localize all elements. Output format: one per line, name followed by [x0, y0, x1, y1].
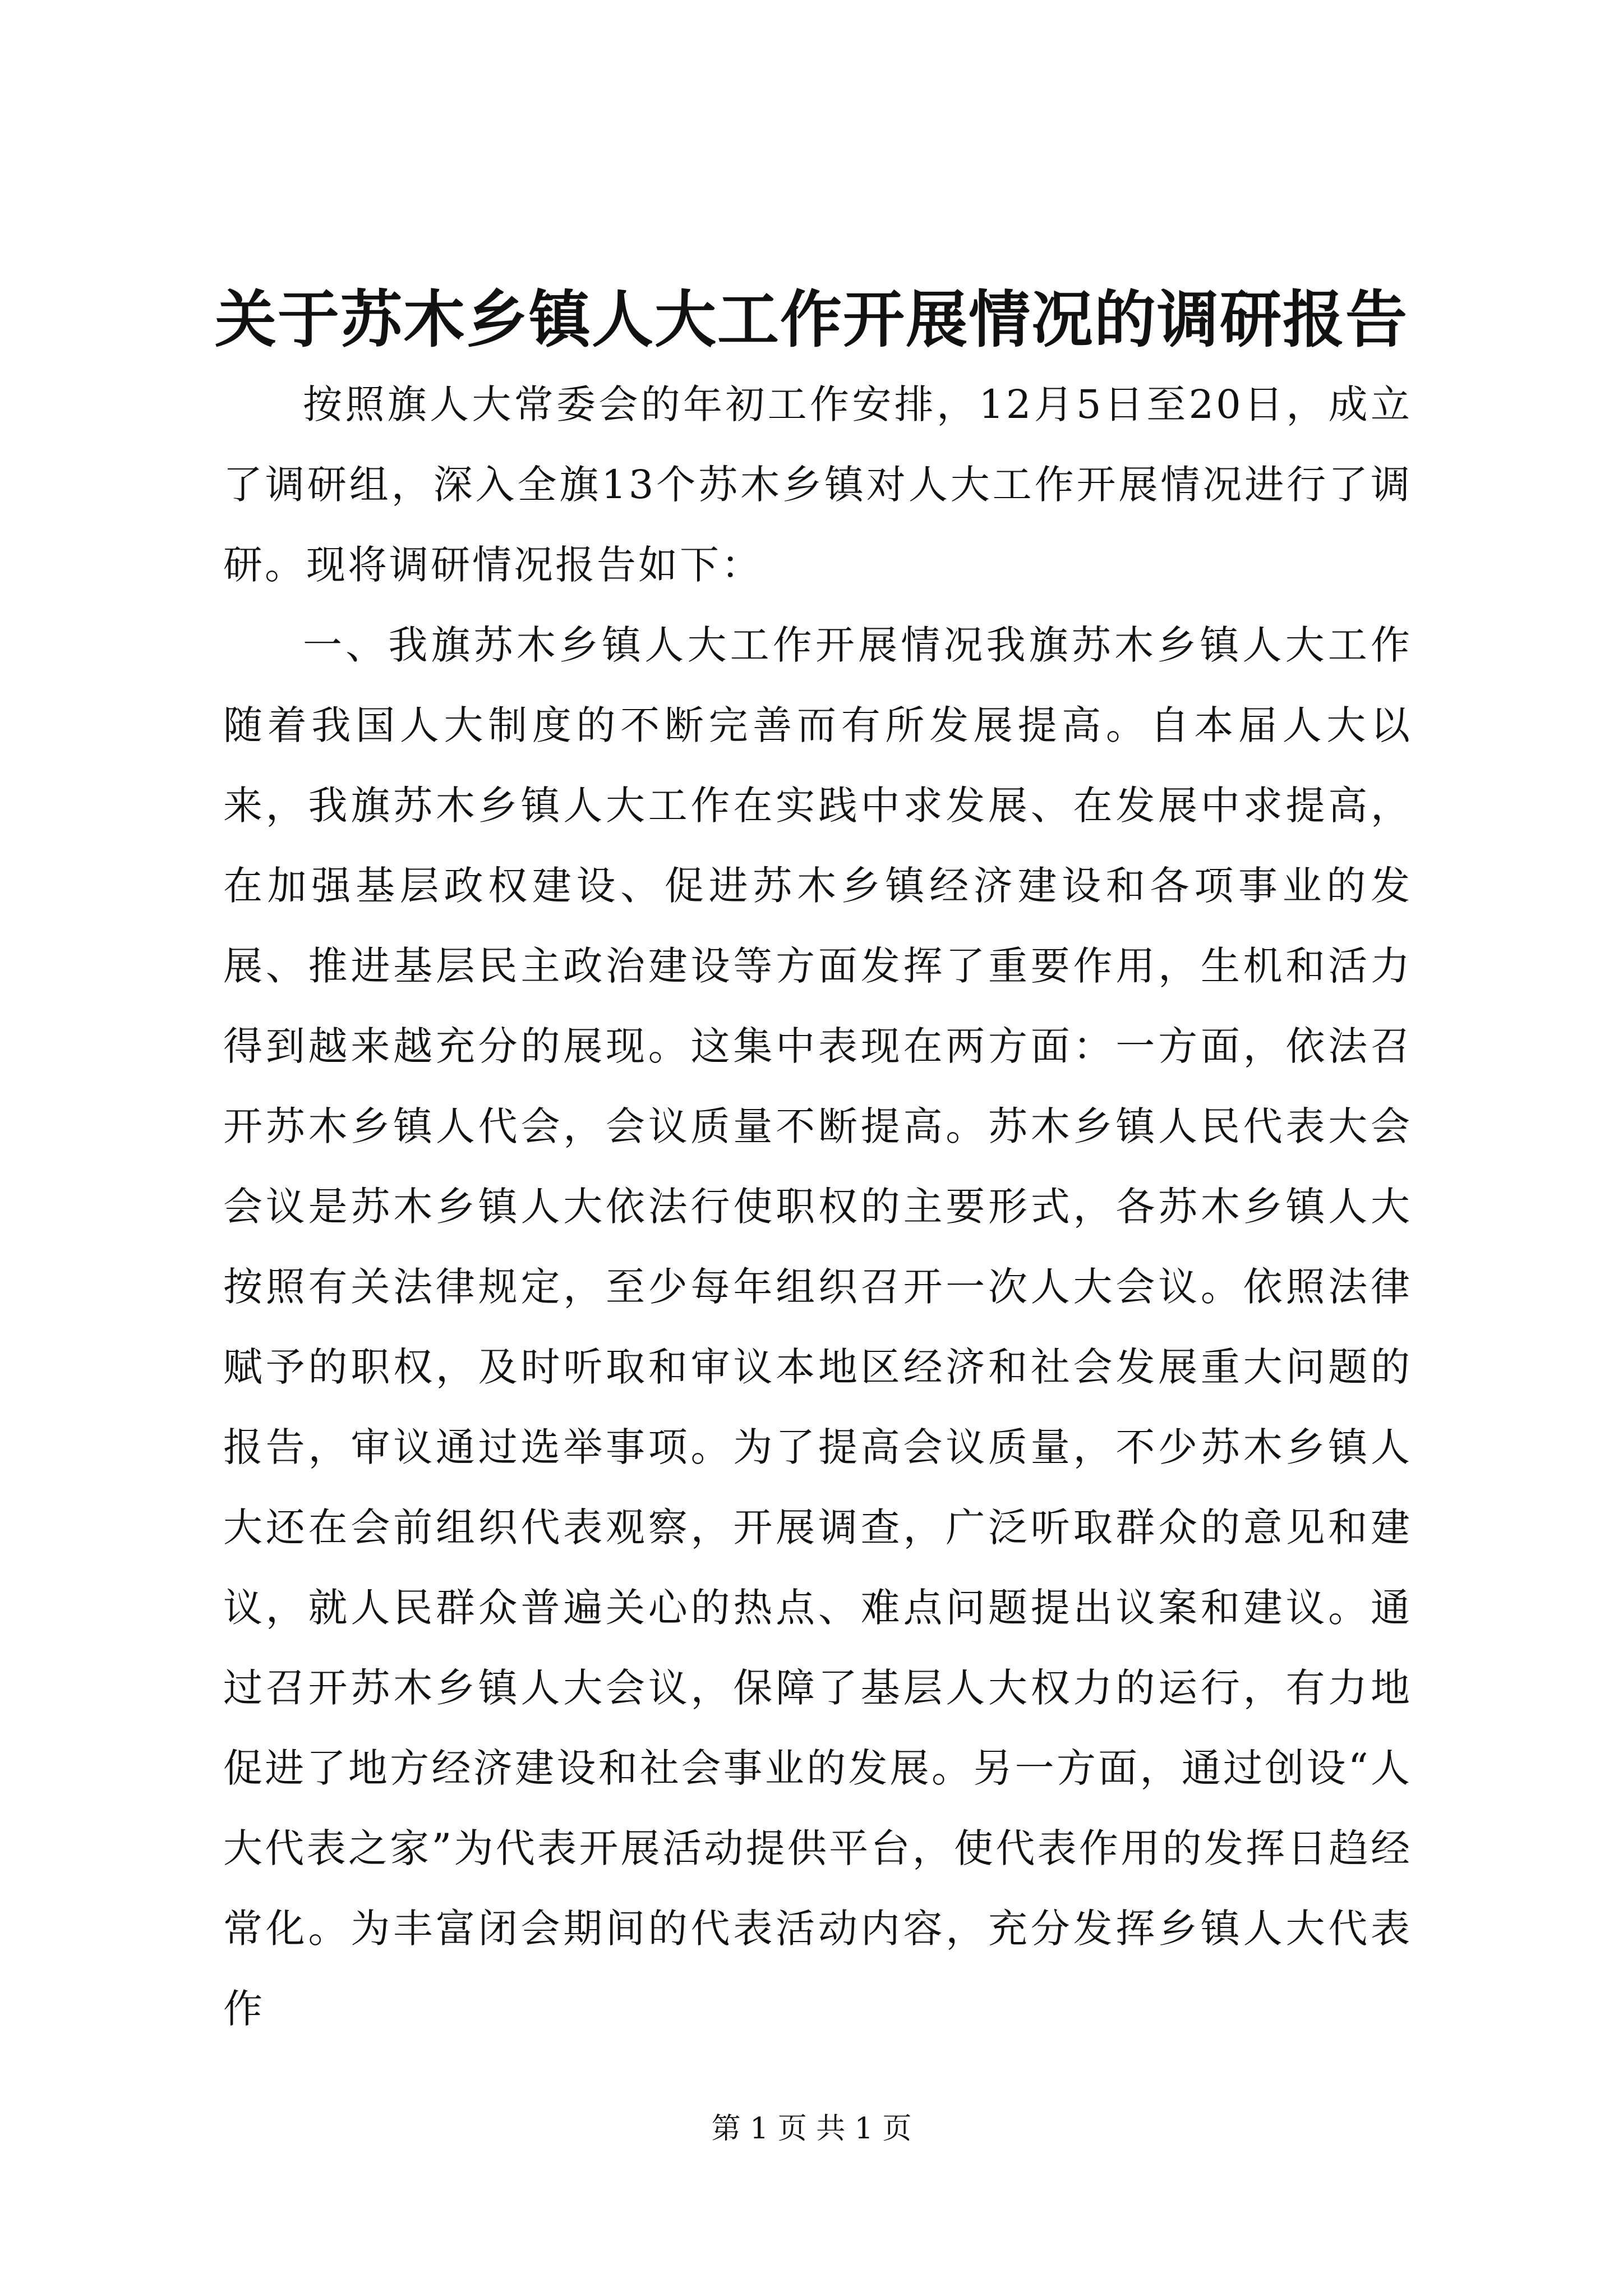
- paragraph-intro: 按照旗人大常委会的年初工作安排，12月5日至20日，成立了调研组，深入全旗13个苏木乡镇对人大工作开展情况进行了调研。现将调研情况报告如下：: [223, 381, 1412, 588]
- paragraph-section-one: 一、我旗苏木乡镇人大工作开展情况我旗苏木乡镇人大工作随着我国人大制度的不断完善而有所发展提高。自本届人大以来，我旗苏木乡镇人大工作在实践中求发展、在发展中求提高，在加强基层政权建设、促进苏木乡镇经济建设和各项事业的发展、推进基层民主政治建设等方面发挥了重要作用，生机和活力得到越来越充分的展现。这集中表现在两方面：一方面，依法召开苏木乡镇人代会，会议质量不断提高。苏木乡镇人民代表大会会议是苏木乡镇人大依法行使职权的主要形式，各苏木乡镇人大按照有关法律规定，至少每年组织召开一次人大会议。依照法律赋予的职权，及时听取和审议本地区经济和社会发展重大问题的报告，审议通过选举事项。为了提高会议质量，不少苏木乡镇人大还在会前组织代表观察，开展调查，广泛听取群众的意见和建议，就人民群众普遍关心的热点、难点问题提出议案和建议。通过召开苏木乡镇人大会议，保障了基层人大权力的运行，有力地促进了地方经济建设和社会事业的发展。另一方面，通过创设“人大代表之家”为代表开展活动提供平台，使代表作用的发挥日趋经常化。为丰富闭会期间的代表活动内容，充分发挥乡镇人大代表作: [223, 622, 1412, 2032]
- document-title: 关于苏木乡镇人大工作开展情况的调研报告: [215, 283, 1408, 356]
- page-footer: 第 1 页 共 1 页: [711, 2112, 912, 2146]
- document-body: [223, 365, 1412, 2049]
